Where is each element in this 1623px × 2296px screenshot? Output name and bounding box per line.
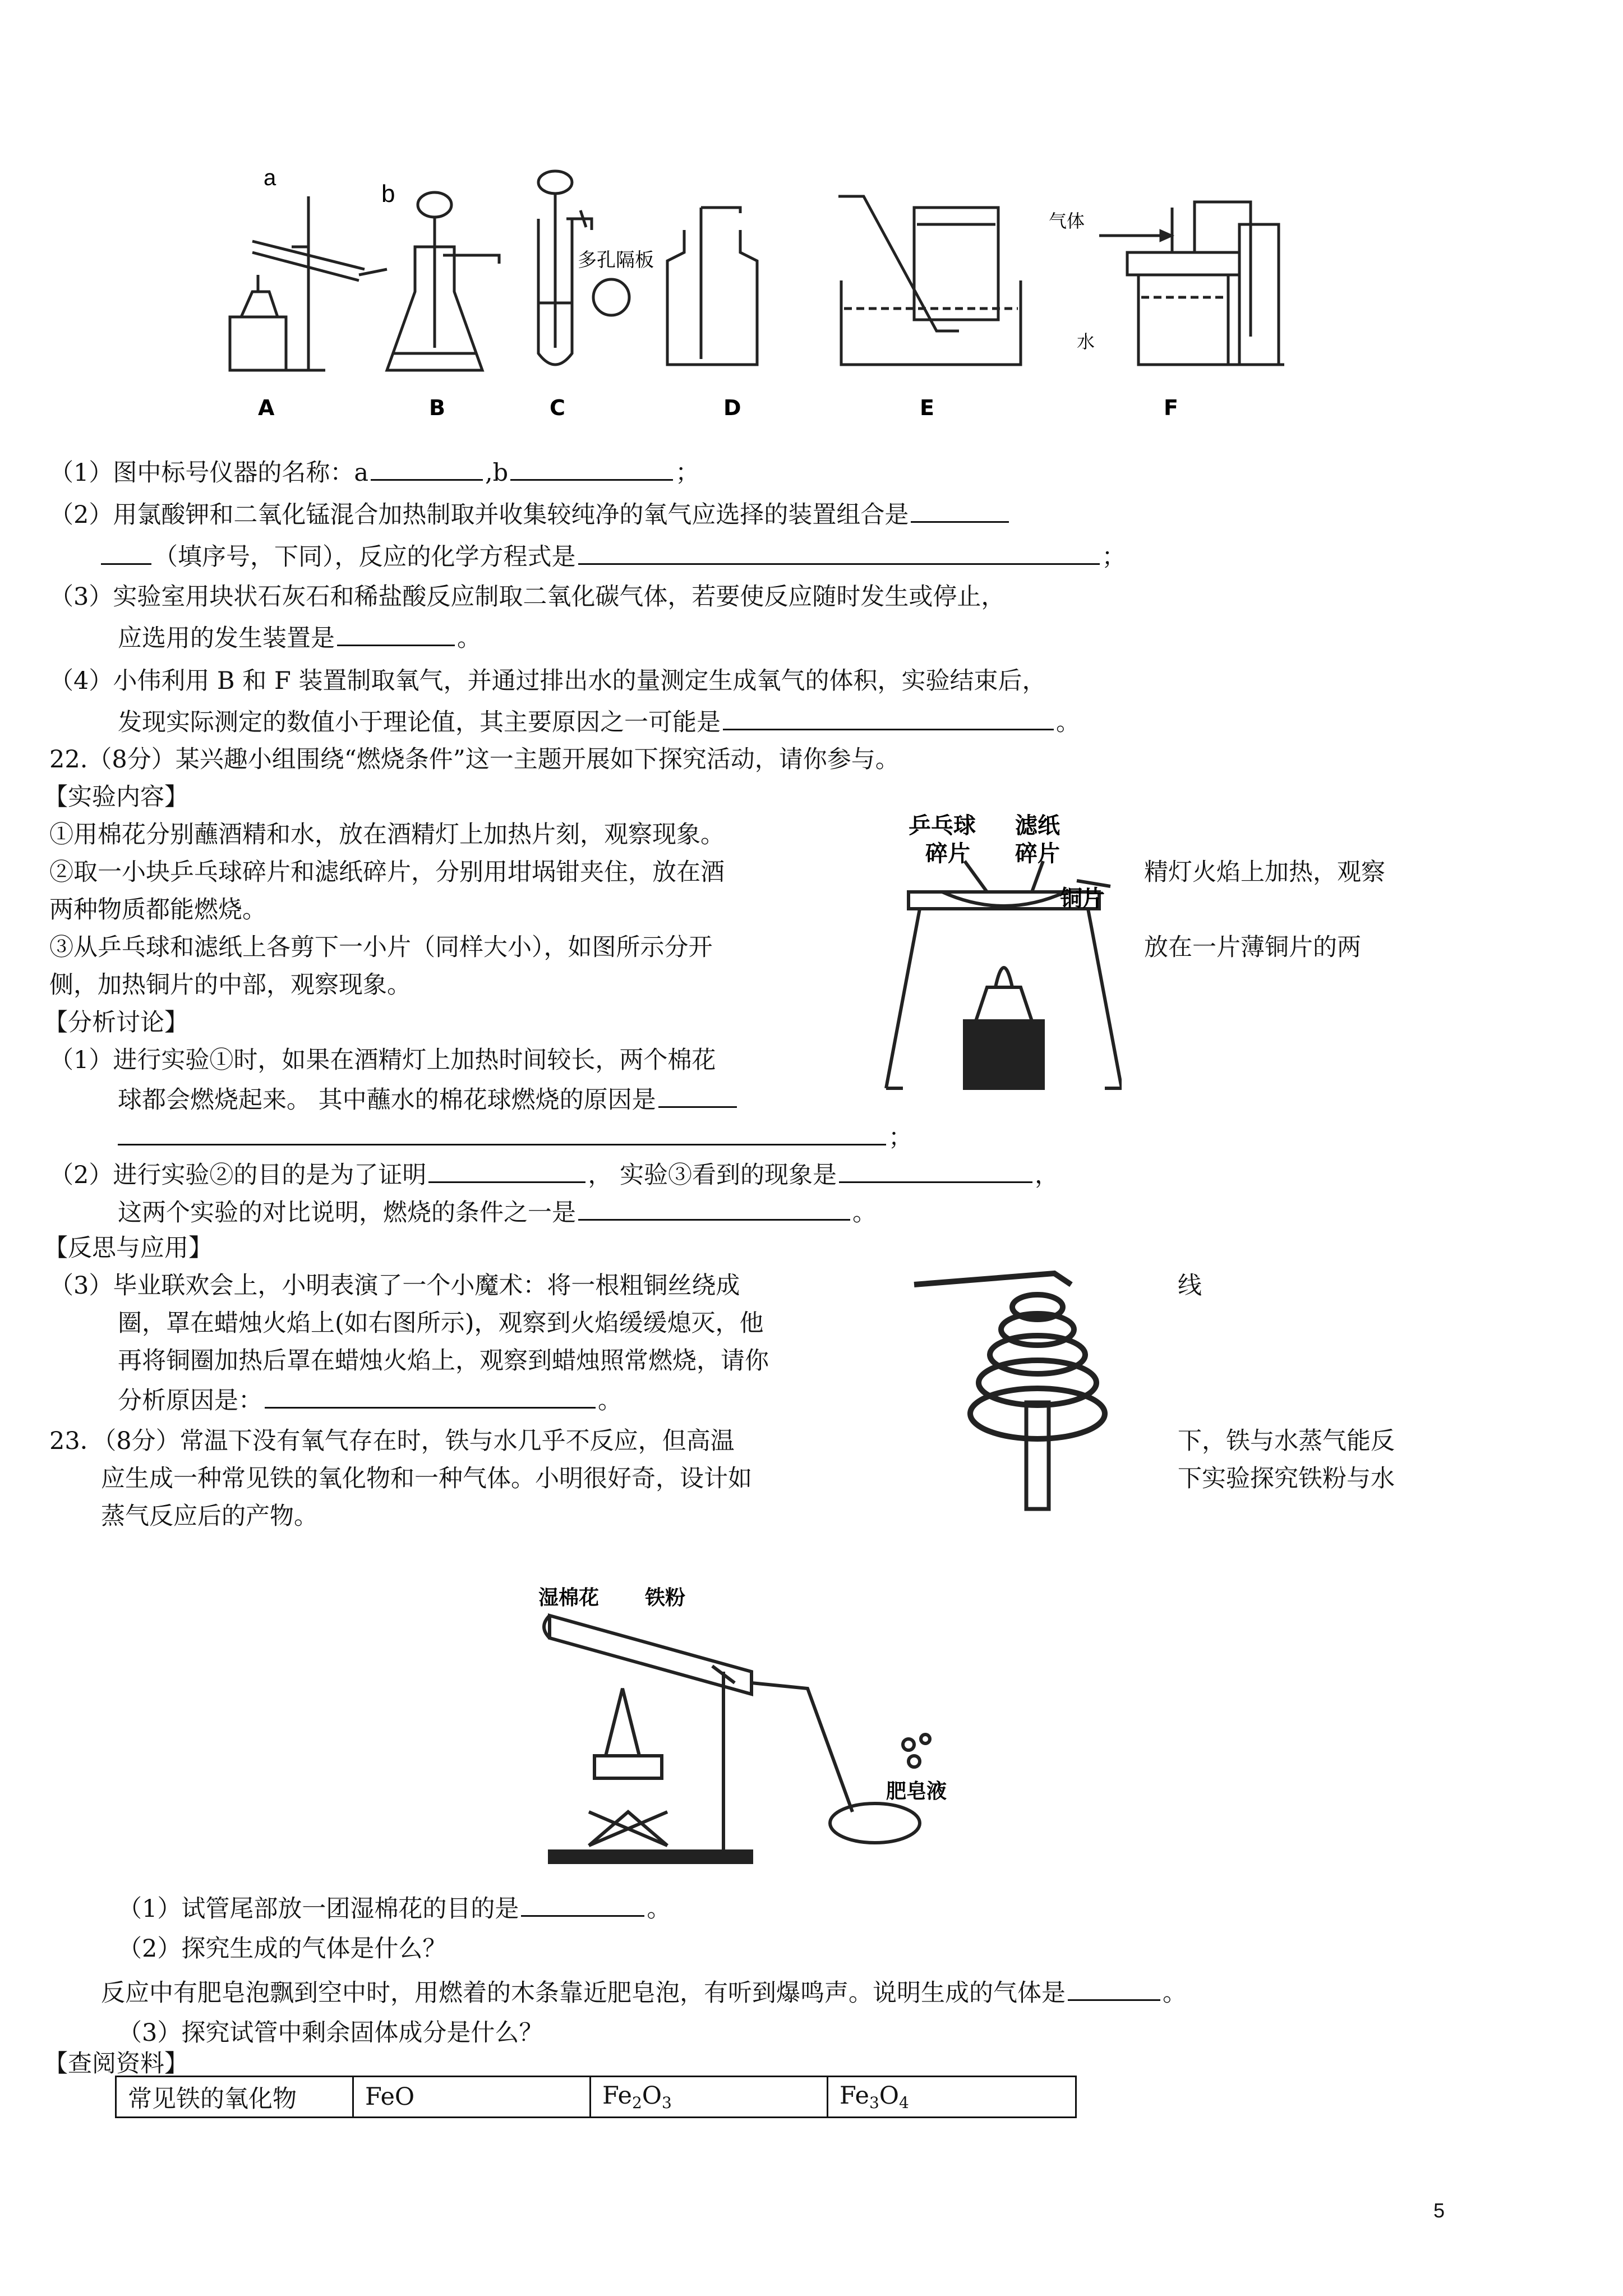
apparatus-d <box>667 208 757 365</box>
apparatus-a <box>230 196 387 370</box>
q21-part2-line2: （填序号，下同），反应的化学方程式是 ； <box>101 539 1126 573</box>
q22-heading-reflect: 【反思与应用】 <box>44 1234 213 1262</box>
q22-reflect-line1b: 线 <box>1178 1272 1202 1300</box>
oxide-feo: FeO <box>353 2077 591 2118</box>
porous-plate-label: 多孔隔板 <box>578 249 654 272</box>
answer-blank-condition[interactable] <box>578 1194 850 1221</box>
q21-part3-line2: 应选用的发生装置是 。 <box>118 620 481 655</box>
apparatus-letter-f: F <box>1164 395 1178 420</box>
q23-line3: 蒸气反应后的产物。 <box>101 1502 318 1530</box>
q23-heading-reference: 【查阅资料】 <box>44 2050 188 2078</box>
answer-blank-phenomenon[interactable] <box>839 1157 1032 1183</box>
q23-line2b: 下实验探究铁粉与水 <box>1178 1465 1395 1493</box>
q22-analysis2-line1: （2）进行实验②的目的是为了证明 ， 实验③看到的现象是 ， <box>49 1157 1059 1191</box>
q22-analysis2-line2: 这两个实验的对比说明，燃烧的条件之一是 。 <box>118 1194 877 1229</box>
answer-blank-equation[interactable] <box>578 539 1100 565</box>
apparatus-f <box>1099 202 1284 365</box>
q22-analysis1-line3: ； <box>118 1119 912 1154</box>
q22-reflect-line2: 圈，罩在蜡烛火焰上(如右图所示)，观察到火焰缓缓熄灭，他 <box>118 1309 764 1337</box>
table-head-cell: 常见铁的氧化物 <box>116 2077 353 2118</box>
fig-pingpong-label: 乒乓球 <box>909 813 976 839</box>
q23-part2: （2）探究生成的气体是什么？ <box>118 1935 447 1963</box>
copper-sheet-figure <box>875 808 1122 1105</box>
q22-step3b: 放在一片薄铜片的两 <box>1144 933 1361 961</box>
q22-step3a: ③从乒乓球和滤纸上各剪下一小片（同样大小），如图所示分开 <box>49 933 713 961</box>
q21-part2-line1: （2）用氯酸钾和二氧化锰混合加热制取并收集较纯净的氧气应选择的装置组合是 <box>49 496 1011 531</box>
apparatus-figure <box>219 163 1284 432</box>
q22-reflect-line1a: （3）毕业联欢会上，小明表演了一个小魔术：将一根粗铜丝绕成 <box>49 1272 740 1300</box>
iron-steam-figure <box>538 1576 1043 1868</box>
q23-part1: （1）试管尾部放一团湿棉花的目的是 。 <box>118 1890 671 1925</box>
q23-line1a: 23．（8分）常温下没有氧气存在时，铁与水几乎不反应，但高温 <box>49 1427 735 1455</box>
q22-analysis1-line1: （1）进行实验①时，如果在酒精灯上加热时间较长，两个棉花 <box>49 1046 716 1074</box>
apparatus-b <box>387 192 499 370</box>
q22-analysis1-line2: 球都会燃烧起来。 其中蘸水的棉花球燃烧的原因是 <box>118 1082 739 1116</box>
apparatus-e <box>838 196 1021 365</box>
fig-paper-label: 滤纸 <box>1015 813 1060 839</box>
q21-part3-line1: （3）实验室用块状石灰石和稀盐酸反应制取二氧化碳气体，若要使反应随时发生或停止， <box>49 583 1006 611</box>
label-b: b <box>381 180 395 208</box>
q22-intro: 22.（8分）某兴趣小组围绕“燃烧条件”这一主题开展如下探究活动，请你参与。 <box>49 746 900 774</box>
iron-oxide-table <box>115 2076 1077 2118</box>
label-a: a <box>264 165 276 190</box>
q22-step1: ①用棉花分别蘸酒精和水，放在酒精灯上加热片刻，观察现象。 <box>49 821 725 849</box>
oxide-fe2o3: $Fe_2O_3$ <box>591 2077 828 2118</box>
table-row <box>116 2077 1076 2118</box>
answer-blank-magic-reason[interactable] <box>265 1382 596 1409</box>
apparatus-letter-d: D <box>723 395 741 420</box>
q21-part4-line2: 发现实际测定的数值小于理论值，其主要原因之一可能是 。 <box>118 704 1080 739</box>
apparatus-letter-b: B <box>429 395 445 420</box>
fig-soap-label: 肥皂液 <box>886 1780 947 1803</box>
q23-part2-text: 反应中有肥皂泡飘到空中时，用燃着的木条靠近肥皂泡，有听到爆鸣声。说明生成的气体是 。 <box>101 1975 1187 2009</box>
q22-step2a: ②取一小块乒乓球碎片和滤纸碎片，分别用坩埚钳夹住，放在酒 <box>49 858 725 886</box>
water-label: 水 <box>1077 331 1095 352</box>
fig-cotton-label: 湿棉花 <box>538 1586 600 1609</box>
fig-pingpong-label2: 碎片 <box>925 841 970 867</box>
q23-line1b: 下，铁与水蒸气能反 <box>1178 1427 1395 1455</box>
page-number: 5 <box>1433 2199 1445 2222</box>
q22-heading-content: 【实验内容】 <box>44 783 188 811</box>
q22-reflect-line3: 再将铜圈加热后罩在蜡烛火焰上，观察到蜡烛照常燃烧，请你 <box>118 1347 769 1375</box>
apparatus-letter-e: E <box>920 395 934 420</box>
answer-blank-combo-cont[interactable] <box>101 539 151 565</box>
fig-paper-label2: 碎片 <box>1015 841 1060 867</box>
answer-blank-cotton-purpose[interactable] <box>521 1890 644 1917</box>
q22-step3c: 侧，加热铜片的中部，观察现象。 <box>49 971 411 999</box>
q23-line2a: 应生成一种常见铁的氧化物和一种气体。小明很好奇，设计如 <box>101 1465 752 1493</box>
q23-part3: （3）探究试管中剩余固体成分是什么？ <box>118 2019 543 2047</box>
q21-part1: （1）图中标号仪器的名称：a ,b ； <box>49 454 699 489</box>
q22-step2b: 精灯火焰上加热，观察 <box>1144 858 1385 886</box>
answer-blank-purpose[interactable] <box>428 1157 585 1183</box>
oxide-fe3o4: $Fe_3O_4$ <box>828 2077 1076 2118</box>
q22-reflect-line4: 分析原因是： 。 <box>118 1382 622 1417</box>
fig-copper-label: 铜片 <box>1060 886 1105 912</box>
answer-blank-a[interactable] <box>371 454 483 481</box>
gas-label: 气体 <box>1049 210 1085 232</box>
answer-blank-b[interactable] <box>510 454 673 481</box>
apparatus-letter-a: A <box>258 395 275 420</box>
copper-coil-figure <box>909 1262 1144 1515</box>
apparatus-letter-c: C <box>550 395 565 420</box>
answer-blank-gas[interactable] <box>1068 1975 1160 2001</box>
q22-step2c: 两种物质都能燃烧。 <box>49 896 266 924</box>
fig-iron-label: 铁粉 <box>645 1586 686 1609</box>
answer-blank-combo[interactable] <box>911 496 1009 523</box>
answer-blank-device[interactable] <box>337 620 455 646</box>
answer-blank-cotton-reason[interactable] <box>658 1082 737 1108</box>
q21-part4-line1: （4）小伟利用 B 和 F 装置制取氧气，并通过排出水的量测定生成氧气的体积，实验结束后， <box>49 667 1046 695</box>
answer-blank-reason[interactable] <box>723 704 1054 730</box>
answer-blank-cotton-reason-cont[interactable] <box>118 1119 886 1145</box>
q22-heading-analysis: 【分析讨论】 <box>44 1009 188 1037</box>
